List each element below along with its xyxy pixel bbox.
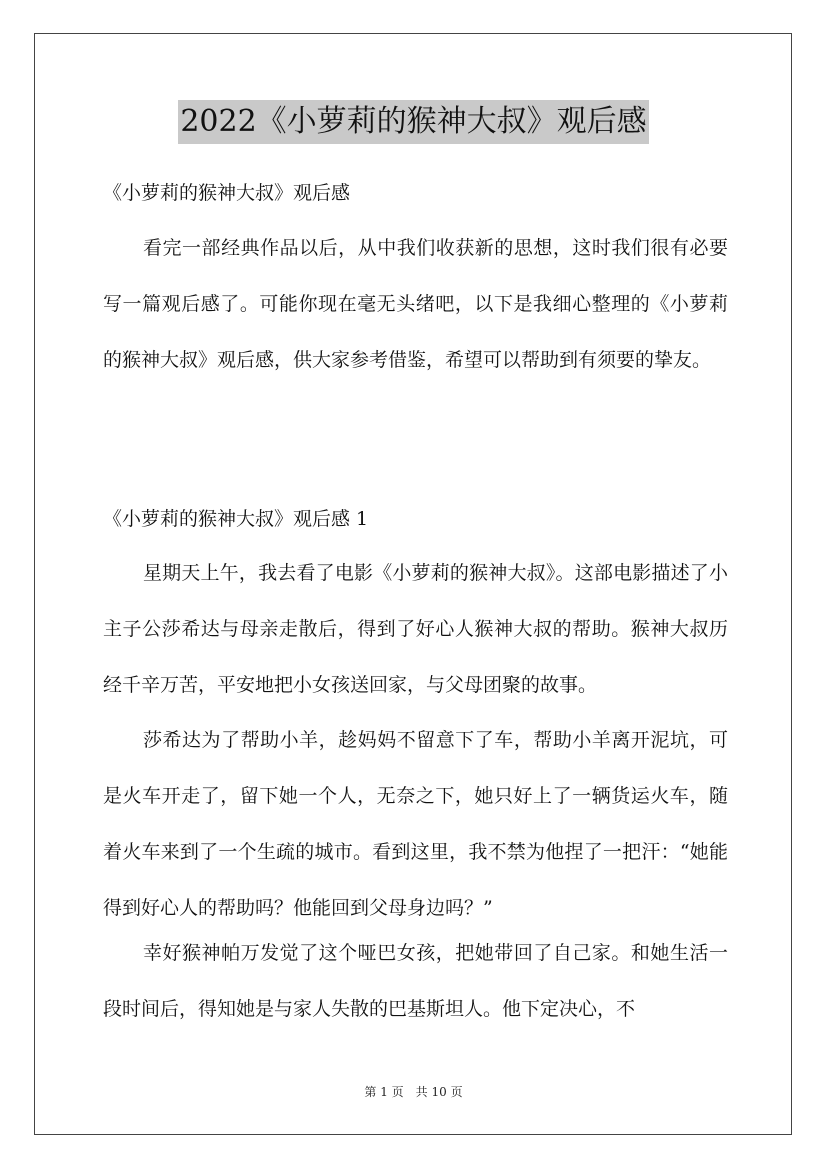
title-container bbox=[0, 100, 827, 144]
page-footer: 第 1 页 共 10 页 bbox=[364, 1085, 463, 1099]
section-heading: 《小萝莉的猴神大叔》观后感 1 bbox=[103, 508, 369, 530]
intro-paragraph: 看完一部经典作品以后，从中我们收获新的思想，这时我们很有必要写一篇观后感了。可能你现在毫无头绪吧，以下是我细心整理的《小萝莉的猴神大叔》观后感，供大家参考借鉴，希望可以帮助到有须要的挚友。 bbox=[103, 237, 728, 371]
intro-heading: 《小萝莉的猴神大叔》观后感 bbox=[103, 182, 351, 204]
body-paragraph: 幸好猴神帕万发觉了这个哑巴女孩，把她带回了自己家。和她生活一段时间后，得知她是与家人失散的巴基斯坦人。他下定决心，不 bbox=[103, 942, 728, 1020]
document-title: 2022《小萝莉的猴神大叔》观后感 bbox=[178, 100, 648, 144]
body-paragraph: 星期天上午，我去看了电影《小萝莉的猴神大叔》。这部电影描述了小主子公莎希达与母亲走散后，得到了好心人猴神大叔的帮助。猴神大叔历经千辛万苦，平安地把小女孩送回家，与父母团聚的故事。 bbox=[103, 562, 728, 696]
body-paragraph: 莎希达为了帮助小羊，趁妈妈不留意下了车，帮助小羊离开泥坑，可是火车开走了，留下她一个人，无奈之下，她只好上了一辆货运火车，随着火车来到了一个生疏的城市。看到这里，我不禁为他捏了一把汗：“她能得到好心人的帮助吗？他能回到父母身边吗？” bbox=[103, 729, 728, 919]
